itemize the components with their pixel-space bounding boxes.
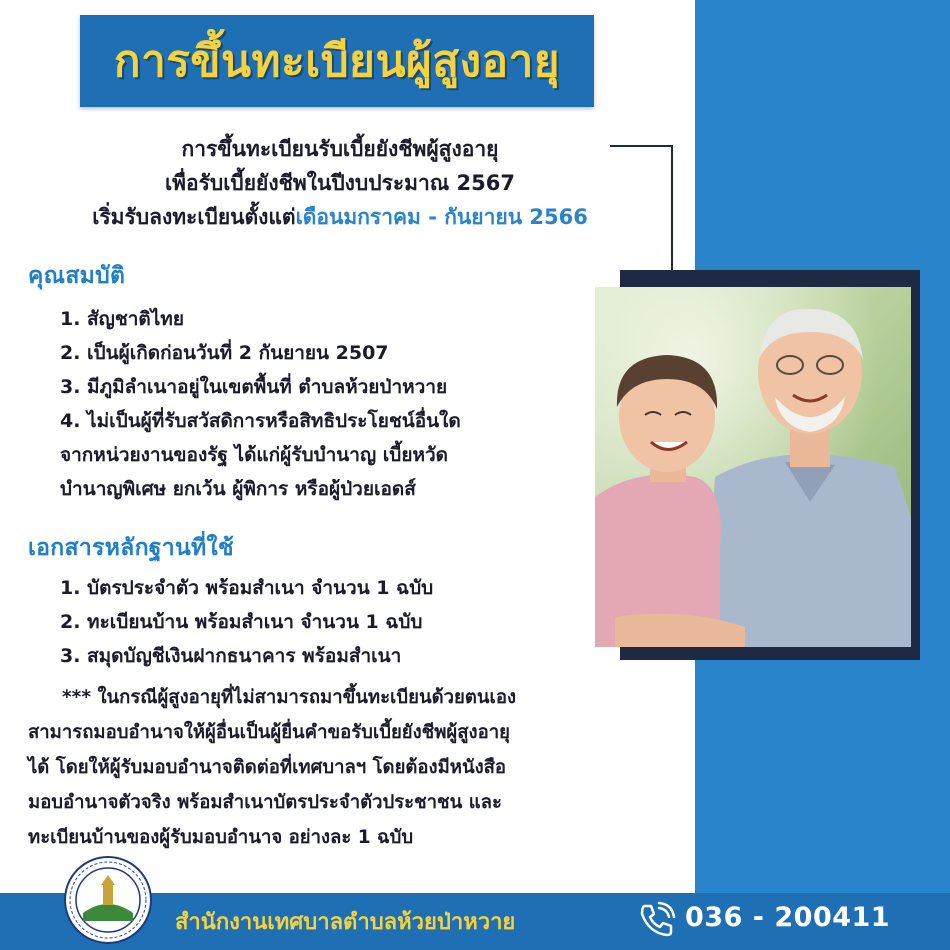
note-line: สามารถมอบอำนาจให้ผู้อื่นเป็นผู้ยื่นคำขอรับเบี้ยยังชีพผู้สูงอายุ xyxy=(28,722,510,743)
list-item: บำนาญพิเศษ ยกเว้น ผู้พิการ หรือผู้ป่วยเอดส์ xyxy=(60,478,416,500)
list-item: 2. เป็นผู้เกิดก่อนวันที่ 2 กันยายน 2507 xyxy=(60,342,389,364)
list-item: 1. บัตรประจำตัว พร้อมสำเนา จำนวน 1 ฉบับ xyxy=(60,577,434,599)
list-item: 3. สมุดบัญชีเงินฝากธนาคาร พร้อมสำเนา xyxy=(60,645,402,667)
documents-heading: เอกสารหลักฐานที่ใช้ xyxy=(28,535,234,561)
qualifications-list xyxy=(60,302,461,506)
note-line: มอบอำนาจตัวจริง พร้อมสำเนาบัตรประจำตัวประชาชน และ xyxy=(28,792,502,813)
phone-number: 036 - 200411 xyxy=(685,902,891,933)
office-name: สำนักงานเทศบาลตำบลห้วยป่าหวาย xyxy=(175,910,516,935)
list-item: จากหน่วยงานของรัฐ ได้แก่ผู้รับบำนาญ เบี้ยหวัด xyxy=(60,444,448,466)
frame-line-vertical xyxy=(671,145,673,271)
intro-line-1: การขึ้นทะเบียนรับเบี้ยยังชีพผู้สูงอายุ xyxy=(181,137,499,161)
list-item: 4. ไม่เป็นผู้ที่รับสวัสดิการหรือสิทธิประโยชน์อื่นใด xyxy=(60,410,461,432)
note-line: *** ในกรณีผู้สูงอายุที่ไม่สามารถมาขึ้นทะเบียนด้วยตนเอง xyxy=(62,687,516,708)
qualifications-heading: คุณสมบัติ xyxy=(28,263,126,289)
list-item: 3. มีภูมิลำเนาอยู่ในเขตพื้นที่ ตำบลห้วยป่าหวาย xyxy=(60,376,448,398)
note-line: ได้ โดยให้ผู้รับมอบอำนาจติดต่อที่เทศบาลฯ โดยต้องมีหนังสือ xyxy=(28,757,507,778)
title-banner xyxy=(80,15,594,107)
municipality-seal-icon xyxy=(63,855,153,945)
registration-period: เดือนมกราคม - กันยายน 2566 xyxy=(295,205,588,229)
elderly-couple-photo xyxy=(595,287,911,647)
intro-block xyxy=(20,132,660,234)
intro-line-2: เพื่อรับเบี้ยยังชีพในปีงบประมาณ 2567 xyxy=(165,171,515,195)
elderly-couple-illustration xyxy=(595,287,911,647)
list-item: 1. สัญชาติไทย xyxy=(60,308,184,330)
proxy-note xyxy=(28,680,688,855)
intro-line-3-prefix: เริ่มรับลงทะเบียนตั้งแต่ xyxy=(92,205,296,229)
list-item: 2. ทะเบียนบ้าน พร้อมสำเนา จำนวน 1 ฉบับ xyxy=(60,611,423,633)
documents-list xyxy=(60,571,433,673)
intro-line-3 xyxy=(20,200,660,234)
phone-icon xyxy=(637,900,677,940)
note-line: ทะเบียนบ้านของผู้รับมอบอำนาจ อย่างละ 1 ฉบับ xyxy=(28,827,414,848)
page-title: การขึ้นทะเบียนผู้สูงอายุ xyxy=(113,36,561,87)
